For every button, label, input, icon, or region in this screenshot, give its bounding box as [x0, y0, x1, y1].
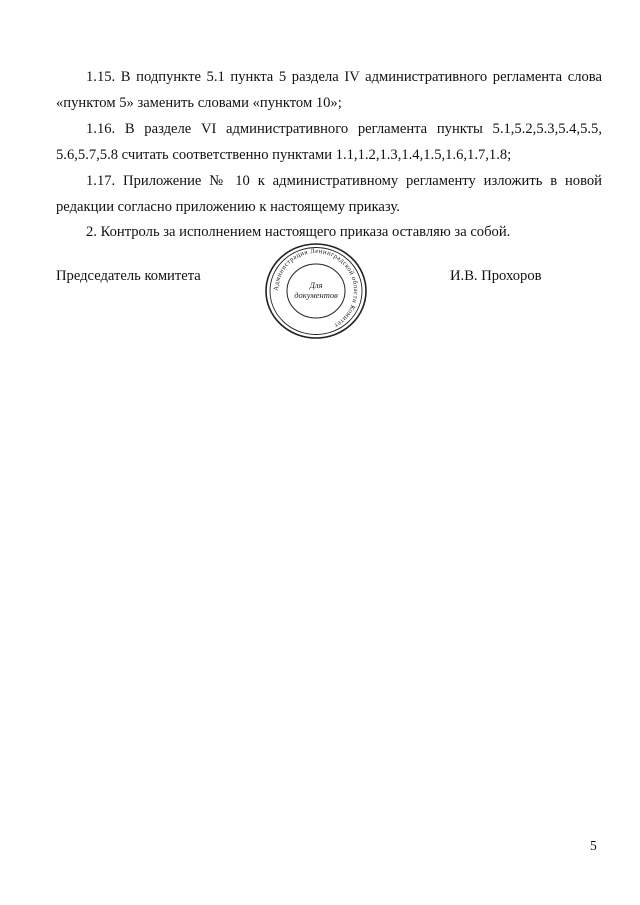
seal-ring-text: Администрация Ленинградской области Комитет [272, 247, 360, 329]
page-number: 5 [590, 838, 597, 853]
paragraph-1-17: 1.17. Приложение № 10 к административному регламенту изложить в новой редакции согласно приложению к настоящему приказу. [56, 173, 602, 215]
paragraph-1-15: 1.15. В подпункте 5.1 пункта 5 раздела IV административного регламента слова «пунктом 5» заменить словами «пунктом 10»; [56, 69, 602, 111]
paragraph-2: 2. Контроль за исполнением настоящего приказа оставляю за собой. [86, 224, 511, 240]
paragraph-1-16: 1.16. В разделе VI административного регламента пункты 5.1,5.2,5.3,5.4,5.5, 5.6,5.7,5.8 считать соответственно пунктами 1.1,1.2,1.3,1.4,1.5,1.6,1.7,1.8; [56, 121, 602, 163]
seal-center-line-2: документов [294, 290, 338, 300]
seal-center-line-1: Для [309, 280, 323, 290]
signatory-name: И.В. Прохоров [450, 268, 542, 284]
official-seal-stamp [263, 241, 369, 341]
signatory-position: Председатель комитета [56, 268, 201, 284]
